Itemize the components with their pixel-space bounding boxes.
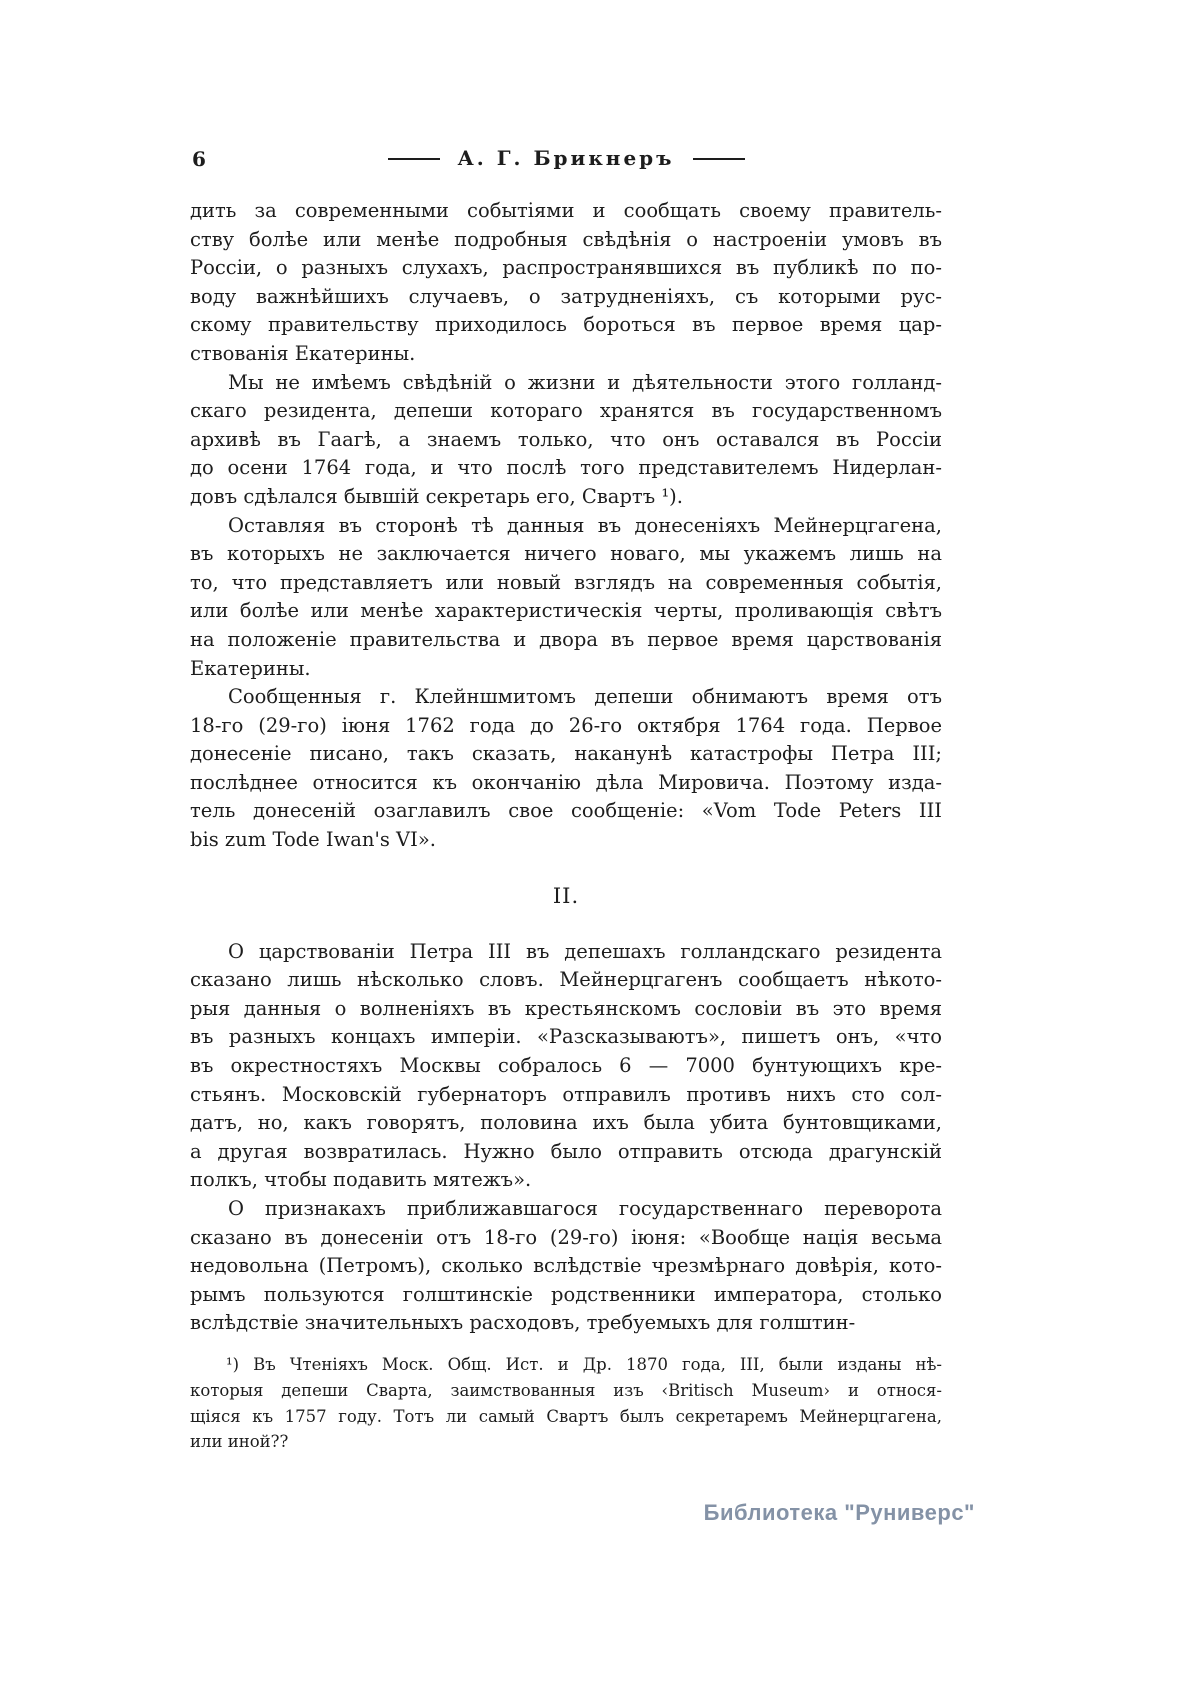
page-number: 6 <box>192 147 206 171</box>
text-line: полкъ, чтобы подавить мятежъ». <box>190 1168 532 1192</box>
text-line: архивѣ въ Гаагѣ, а знаемъ только, что онъ оставался въ Россіи <box>190 427 942 451</box>
text-line: довъ сдѣлался бывшій секретарь его, Свартъ ¹). <box>190 484 683 508</box>
body-text <box>190 197 942 1338</box>
text-line: тель донесеній озаглавилъ свое сообщеніе: «Vom Tode Peters III <box>190 799 942 823</box>
text-line: ствованія Екатерины. <box>190 341 416 365</box>
footnote-line: щіяся къ 1757 году. Тотъ ли самый Свартъ былъ секретаремъ Мейнерцгагена, <box>190 1406 942 1426</box>
text-line: скому правительству приходилось бороться въ первое время цар- <box>190 313 942 337</box>
text-line: Россіи, о разныхъ слухахъ, распространявшихся въ публикѣ по по- <box>190 256 942 280</box>
text-line: Оставляя въ сторонѣ тѣ данныя въ донесеніяхъ Мейнерцгагена, <box>228 513 942 537</box>
paragraph <box>190 938 942 1195</box>
text-line: bis zum Tode Iwan's VI». <box>190 828 436 852</box>
footnote <box>190 1352 942 1455</box>
text-line: то, что представляетъ или новый взглядъ на современныя событія, <box>190 570 942 594</box>
header-rule-left-icon <box>388 158 440 160</box>
text-line: на положеніе правительства и двора въ первое время царствованія <box>190 627 942 651</box>
footnote-line: ¹) Въ Чтеніяхъ Моск. Общ. Ист. и Др. 1870 года, III, были изданы нѣ- <box>226 1354 942 1374</box>
paragraph <box>190 683 942 855</box>
footnote-line: или иной?? <box>190 1432 289 1452</box>
text-line: дить за современными событіями и сообщать своему правитель- <box>190 199 942 222</box>
text-line: послѣднее относится къ окончанію дѣла Мировича. Поэтому изда- <box>190 770 942 794</box>
text-line: воду важнѣйшихъ случаевъ, о затрудненіяхъ, съ которыми рус- <box>190 284 942 308</box>
page-content <box>190 146 942 1455</box>
text-line: стьянъ. Московскій губернаторъ отправилъ противъ нихъ сто сол- <box>190 1082 942 1106</box>
text-line: О царствованіи Петра III въ депешахъ голландскаго резидента <box>228 939 942 963</box>
paragraph <box>190 1195 942 1338</box>
text-line: а другая возвратилась. Нужно было отправить отсюда драгунскій <box>190 1139 942 1163</box>
text-line: О признакахъ приближавшагося государственнаго переворота <box>228 1197 942 1220</box>
text-line: вслѣдствіе значительныхъ расходовъ, требуемыхъ для голштин- <box>190 1311 856 1335</box>
section-heading: II. <box>552 883 580 908</box>
text-line: донесеніе писано, такъ сказать, наканунѣ катастрофы Петра III; <box>190 742 942 766</box>
text-line: до осени 1764 года, и что послѣ того представителемъ Нидерлан- <box>190 456 942 480</box>
running-head <box>190 146 942 170</box>
text-line: скаго резидента, депеши котораго хранятся въ государственномъ <box>190 399 942 423</box>
page-header <box>190 146 942 172</box>
text-line: Мы не имѣемъ свѣдѣній о жизни и дѣятельности этого голланд- <box>228 370 942 394</box>
text-line: рыя данныя о волненіяхъ въ крестьянскомъ сословіи въ это время <box>190 996 942 1020</box>
paragraph <box>190 512 942 684</box>
text-line: датъ, но, какъ говорятъ, половина ихъ была убита бунтовщиками, <box>190 1111 942 1135</box>
text-line: въ которыхъ не заключается ничего новаго, мы укажемъ лишь на <box>190 542 942 566</box>
paragraph <box>190 369 942 512</box>
text-line: недовольна (Петромъ), сколько вслѣдствіе чрезмѣрнаго довѣрія, кото- <box>190 1254 942 1278</box>
running-head-title: А. Г. Брикнеръ <box>457 146 675 170</box>
text-line: Сообщенныя г. Клейншмитомъ депеши обнимаютъ время отъ <box>228 685 942 709</box>
text-line: въ окрестностяхъ Москвы собралось 6 — 7000 бунтующихъ кре- <box>190 1054 942 1078</box>
text-line: въ разныхъ концахъ имперіи. «Разсказываютъ», пишетъ онъ, «что <box>190 1025 942 1049</box>
library-watermark: Библиотека "Руниверс" <box>703 1500 975 1525</box>
header-rule-right-icon <box>693 158 745 160</box>
text-line: сказано въ донесеніи отъ 18-го (29-го) іюня: «Вообще нація весьма <box>190 1225 942 1249</box>
text-line: Екатерины. <box>190 656 311 680</box>
text-line: или болѣе или менѣе характеристическія черты, проливающія свѣтъ <box>190 599 942 623</box>
text-line: ству болѣе или менѣе подробныя свѣдѣнія о настроеніи умовъ въ <box>190 227 942 251</box>
paragraph <box>190 197 942 369</box>
text-line: рымъ пользуются голштинскіе родственники императора, столько <box>190 1282 942 1306</box>
text-line: сказано лишь нѣсколько словъ. Мейнерцгагенъ сообщаетъ нѣкото- <box>190 968 942 992</box>
text-line: 18-го (29-го) іюня 1762 года до 26-го октября 1764 года. Первое <box>190 713 942 737</box>
footnote-line: которыя депеши Сварта, заимствованныя изъ ‹Britisch Museum› и относя- <box>190 1380 942 1400</box>
